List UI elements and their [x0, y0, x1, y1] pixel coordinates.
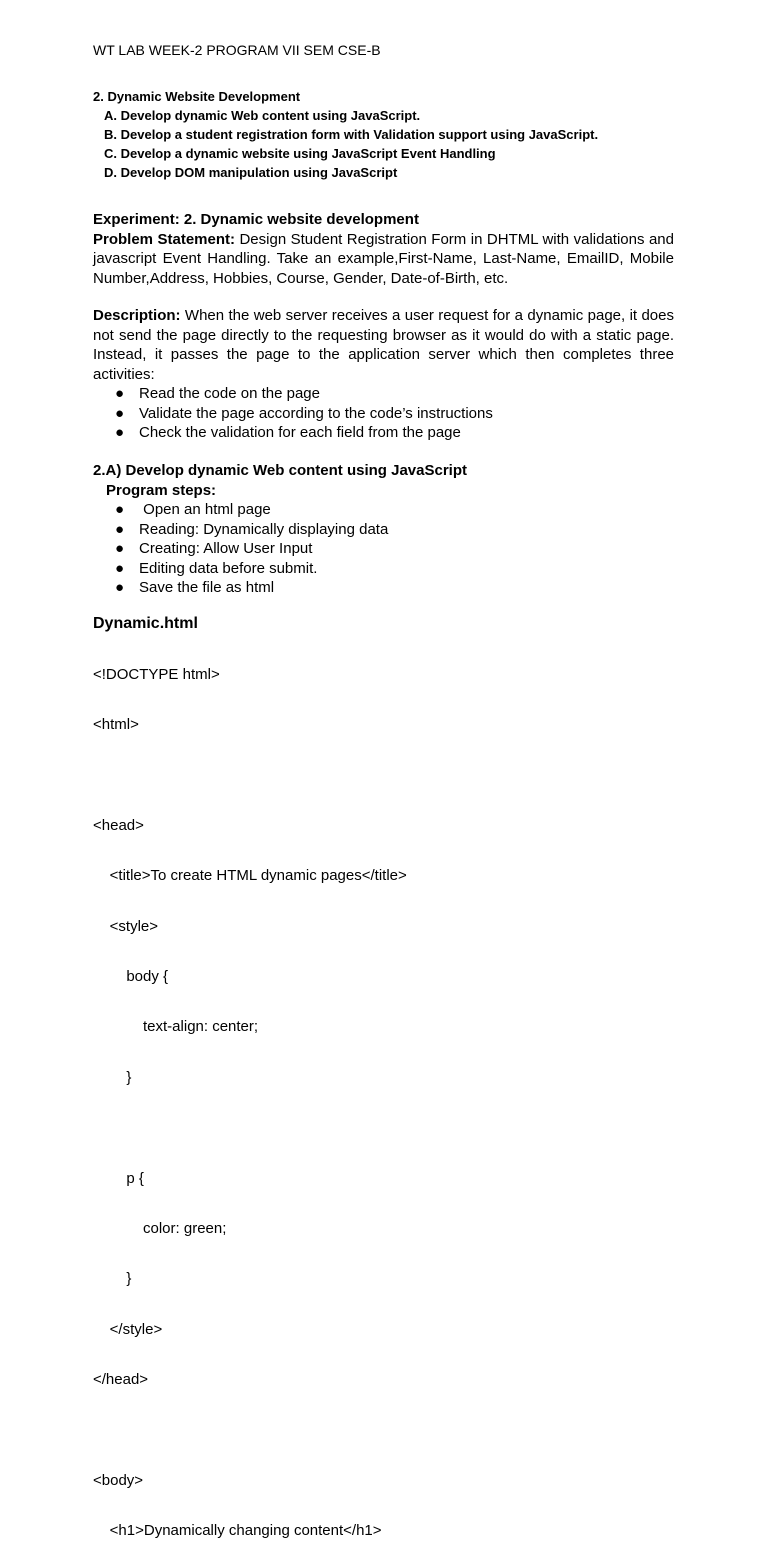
code-line: color: green;	[93, 1219, 227, 1237]
code-line: <!DOCTYPE html>	[93, 665, 220, 683]
description-text: When the web server receives a user request for a dynamic page, it does not send the page directly to the requesting browser as it would do with a static page. Instead, it passes the page to the application server which then completes three activities:	[93, 307, 674, 383]
code-line: </style>	[93, 1320, 163, 1338]
list-item: ● Reading: Dynamically displaying data	[115, 520, 389, 538]
bullet-icon: ●	[115, 404, 125, 422]
code-line: <body>	[93, 1471, 144, 1489]
list-item: ● Check the validation for each field from the page	[115, 424, 461, 441]
problem-statement	[93, 230, 674, 289]
problem-text: Design Student Registration Form in DHTML with validations and javascript Event Handling. Take an example,First-Name, Last-Name, EmailID, Mobile Number,Address, Hobbies, Course, Gender, Date-of-Birth, etc.	[93, 230, 674, 287]
bullet-icon: ●	[115, 424, 125, 441]
code-block	[93, 633, 674, 1557]
code-line: text-align: center;	[93, 1018, 259, 1036]
code-line: }	[93, 1270, 132, 1288]
bullet-icon: ●	[115, 559, 125, 577]
toc-item-d: D. Develop DOM manipulation using JavaScript	[104, 165, 398, 180]
list-item: ● Validate the page according to the code’s instructions	[115, 404, 493, 422]
program-steps-list	[93, 500, 674, 598]
code-line: }	[93, 1068, 132, 1086]
code-line	[93, 1120, 674, 1137]
description-section	[93, 306, 674, 443]
code-line: body {	[93, 967, 169, 985]
description-label: Description:	[93, 307, 181, 324]
code-line: <title>To create HTML dynamic pages</title>	[93, 867, 407, 885]
toc-item-b: B. Develop a student registration form with Validation support using JavaScript.	[104, 127, 599, 142]
bullet-icon: ●	[115, 501, 125, 518]
experiment-title: Experiment: 2. Dynamic website development	[93, 211, 419, 228]
list-item: ● Read the code on the page	[115, 385, 320, 402]
toc-title: 2. Dynamic Website Development	[93, 89, 301, 104]
code-line: <head>	[93, 816, 144, 834]
program-steps-label: Program steps:	[106, 481, 217, 499]
page-header: WT LAB WEEK-2 PROGRAM VII SEM CSE-B	[93, 42, 381, 58]
code-line: <html>	[93, 715, 139, 733]
list-item: ● Creating: Allow User Input	[115, 540, 313, 557]
bullet-icon: ●	[115, 540, 125, 557]
list-item: ● Save the file as html	[115, 579, 275, 596]
list-item: ● Open an html page	[115, 501, 271, 518]
toc-item-a: A. Develop dynamic Web content using JavaScript.	[104, 108, 421, 123]
code-line: </head>	[93, 1371, 149, 1389]
section-a	[93, 461, 674, 598]
toc-section	[93, 87, 598, 182]
code-line: <style>	[93, 917, 159, 935]
code-line: p {	[93, 1169, 144, 1187]
description-paragraph	[93, 306, 674, 384]
code-line: <h1>Dynamically changing content</h1>	[93, 1522, 382, 1540]
toc-item-c: C. Develop a dynamic website using JavaScript Event Handling	[104, 146, 496, 161]
experiment-section	[93, 210, 674, 288]
section-a-title: 2.A) Develop dynamic Web content using JavaScript	[93, 462, 467, 479]
problem-label: Problem Statement:	[93, 230, 235, 248]
bullet-icon: ●	[115, 579, 125, 596]
list-item: ● Editing data before submit.	[115, 559, 318, 577]
code-line	[93, 767, 674, 784]
bullet-icon: ●	[115, 520, 125, 538]
file-title: Dynamic.html	[93, 615, 198, 632]
description-list	[93, 384, 674, 443]
code-line	[93, 1422, 674, 1439]
bullet-icon: ●	[115, 385, 125, 402]
